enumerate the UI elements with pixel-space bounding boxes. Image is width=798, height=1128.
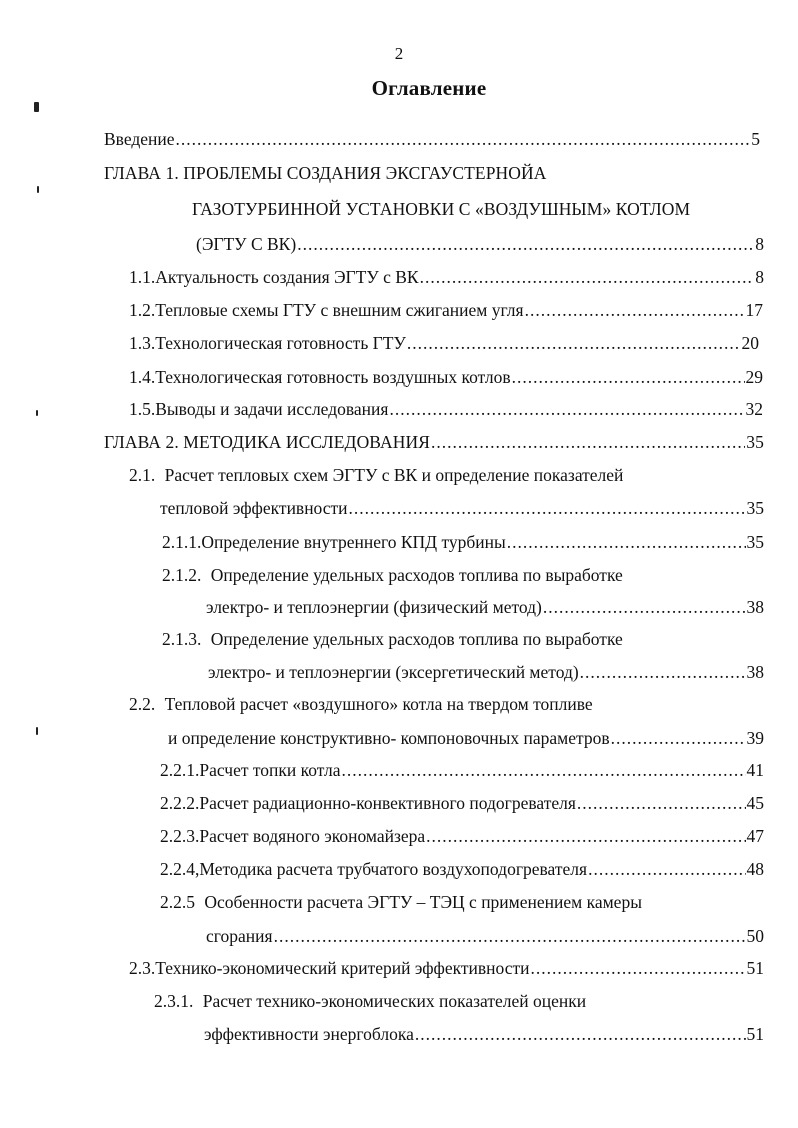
page-number: 2: [394, 44, 404, 63]
page-title: Оглавление: [371, 76, 487, 100]
leader-dots: [297, 232, 754, 256]
leader-dots: [420, 265, 755, 289]
toc-page-number: 48: [746, 859, 764, 879]
leader-dots: [588, 857, 745, 881]
toc-section-number: 2.2.5: [160, 892, 195, 912]
toc-section-number: 1.1.: [129, 267, 156, 287]
toc-entry-text: Технологическая готовность воздушных котлов: [155, 367, 511, 387]
toc-entry-2-2-2[interactable]: [160, 791, 764, 815]
toc-entry-2-1-1[interactable]: [162, 530, 764, 554]
toc-page-number: 8: [755, 234, 764, 254]
toc-entry-2-2-line-2[interactable]: [168, 726, 764, 750]
toc-entry-text: Методика расчета трубчатого воздухоподогревателя: [199, 859, 588, 879]
toc-page-number: 17: [745, 300, 763, 320]
toc-entry-text: эффективности энергоблока: [204, 1024, 414, 1044]
toc-entry-1-4[interactable]: [129, 365, 763, 389]
toc-entry-text: Технологическая готовность ГТУ: [155, 333, 406, 353]
toc-entry-intro[interactable]: [104, 127, 760, 151]
toc-entry-text: сгорания: [206, 926, 273, 946]
toc-section-number: 2.2.3.: [160, 826, 200, 846]
toc-entry-2-1-3-line-1[interactable]: [162, 627, 623, 651]
toc-entry-2-2-1[interactable]: [160, 758, 764, 782]
scan-speck: [37, 186, 39, 193]
scan-speck: [36, 727, 38, 735]
toc-entry-text: ГАЗОТУРБИННОЙ УСТАНОВКИ С «ВОЗДУШНЫМ» КОТЛОМ: [192, 199, 691, 219]
toc-entry-2-1-line-2[interactable]: [160, 496, 764, 520]
toc-entry-text: Расчет топки котла: [199, 760, 341, 780]
toc-section-number: 2.1.: [129, 465, 156, 485]
toc-entry-text: и определение конструктивно- компоновочных параметров: [168, 728, 610, 748]
toc-entry-text: Расчет технико-экономических показателей оценки: [202, 991, 587, 1011]
leader-dots: [611, 726, 746, 750]
toc-entry-2-2-5-line-2[interactable]: [206, 924, 764, 948]
toc-chapter-2[interactable]: [104, 430, 764, 454]
toc-chapter-1-line-3[interactable]: [196, 232, 764, 256]
toc-entry-text: Определение внутреннего КПД турбины: [201, 532, 506, 552]
toc-entry-2-3[interactable]: [129, 956, 764, 980]
toc-entry-2-2-3[interactable]: [160, 824, 764, 848]
toc-page-number: 32: [745, 399, 763, 419]
toc-entry-2-2-line-1[interactable]: [129, 692, 593, 716]
toc-page-number: 35: [746, 498, 764, 518]
toc-entry-text: Расчет тепловых схем ЭГТУ с ВК и определение показателей: [164, 465, 624, 485]
toc-section-number: 2.1.2.: [162, 565, 202, 585]
toc-entry-text: Тепловые схемы ГТУ с внешним сжиганием угля: [155, 300, 524, 320]
toc-page-number: 35: [746, 532, 764, 552]
toc-entry-2-1-line-1[interactable]: [129, 463, 623, 487]
toc-section-number: 1.5.: [129, 399, 156, 419]
toc-entry-2-3-1-line-2[interactable]: [204, 1022, 764, 1046]
toc-page-number: 47: [746, 826, 764, 846]
leader-dots: [431, 430, 745, 454]
toc-entry-text: тепловой эффективности: [160, 498, 348, 518]
toc-section-number: 2.1.3.: [162, 629, 202, 649]
toc-section-number: 1.3.: [129, 333, 156, 353]
leader-dots: [507, 530, 746, 554]
toc-page-number: 51: [746, 1024, 764, 1044]
toc-page-number: 20: [741, 333, 759, 353]
toc-chapter-1-line-2: [192, 197, 690, 221]
toc-section-number: 2.2.4,: [160, 859, 200, 879]
scan-speck: [34, 102, 39, 112]
toc-entry-text: электро- и теплоэнергии (эксергетический метод): [208, 662, 579, 682]
toc-entry-2-3-1-line-1[interactable]: [154, 989, 586, 1013]
toc-entry-text: Выводы и задачи исследования: [155, 399, 389, 419]
toc-entry-text: Технико-экономический критерий эффективности: [155, 958, 530, 978]
toc-entry-2-1-2-line-1[interactable]: [162, 563, 623, 587]
toc-page-number: 38: [746, 597, 764, 617]
leader-dots: [349, 496, 746, 520]
toc-entry-text: (ЭГТУ С ВК): [196, 234, 297, 254]
toc-section-number: 2.2.1.: [160, 760, 200, 780]
leader-dots: [342, 758, 746, 782]
toc-section-number: 2.1.1.: [162, 532, 202, 552]
leader-dots: [176, 127, 751, 151]
toc-chapter-1-line-1[interactable]: [104, 161, 547, 185]
toc-section-number: 1.4.: [129, 367, 156, 387]
toc-section-number: 2.2.: [129, 694, 156, 714]
toc-entry-2-2-5-line-1[interactable]: [160, 890, 642, 914]
toc-entry-1-3[interactable]: [129, 331, 759, 355]
toc-entry-text: Актуальность создания ЭГТУ с ВК: [155, 267, 419, 287]
leader-dots: [426, 824, 745, 848]
toc-entry-1-5[interactable]: [129, 397, 763, 421]
toc-entry-text: Тепловой расчет «воздушного» котла на твердом топливе: [164, 694, 593, 714]
scan-speck: [36, 410, 38, 416]
toc-entry-2-1-2-line-2[interactable]: [206, 595, 764, 619]
toc-entry-1-1[interactable]: [129, 265, 764, 289]
toc-entry-text: ГЛАВА 1. ПРОБЛЕМЫ СОЗДАНИЯ ЭКСГАУСТЕРНОЙА: [104, 163, 547, 183]
toc-entry-text: Расчет радиационно-конвективного подогревателя: [199, 793, 576, 813]
toc-page-number: 41: [746, 760, 764, 780]
toc-section-number: 1.2.: [129, 300, 156, 320]
toc-page-number: 29: [745, 367, 763, 387]
leader-dots: [512, 365, 745, 389]
toc-section-number: 2.3.1.: [154, 991, 194, 1011]
toc-entry-1-2[interactable]: [129, 298, 763, 322]
leader-dots: [274, 924, 746, 948]
toc-page-number: 50: [746, 926, 764, 946]
toc-entry-text: ГЛАВА 2. МЕТОДИКА ИССЛЕДОВАНИЯ: [104, 432, 430, 452]
leader-dots: [389, 397, 744, 421]
toc-entry-text: Определение удельных расходов топлива по выработке: [210, 629, 623, 649]
toc-section-number: 2.2.2.: [160, 793, 200, 813]
toc-page-number: 38: [746, 662, 764, 682]
leader-dots: [530, 956, 745, 980]
leader-dots: [407, 331, 741, 355]
toc-entry-2-1-3-line-2[interactable]: [208, 660, 764, 684]
leader-dots: [577, 791, 746, 815]
toc-entry-text: Определение удельных расходов топлива по выработке: [210, 565, 623, 585]
leader-dots: [580, 660, 746, 684]
leader-dots: [543, 595, 746, 619]
toc-page-number: 45: [746, 793, 764, 813]
toc-entry-text: Расчет водяного экономайзера: [199, 826, 426, 846]
leader-dots: [415, 1022, 746, 1046]
toc-page-number: 8: [755, 267, 764, 287]
leader-dots: [525, 298, 745, 322]
toc-page-number: 39: [746, 728, 764, 748]
toc-page-number: 51: [746, 958, 764, 978]
toc-entry-text: электро- и теплоэнергии (физический метод): [206, 597, 542, 617]
toc-entry-text: Особенности расчета ЭГТУ – ТЭЦ с применением камеры: [204, 892, 642, 912]
toc-section-number: 2.3.: [129, 958, 156, 978]
toc-page-number: 5: [751, 129, 760, 149]
toc-entry-2-2-4[interactable]: [160, 857, 764, 881]
toc-entry-text: Введение: [104, 129, 175, 149]
toc-page-number: 35: [746, 432, 764, 452]
